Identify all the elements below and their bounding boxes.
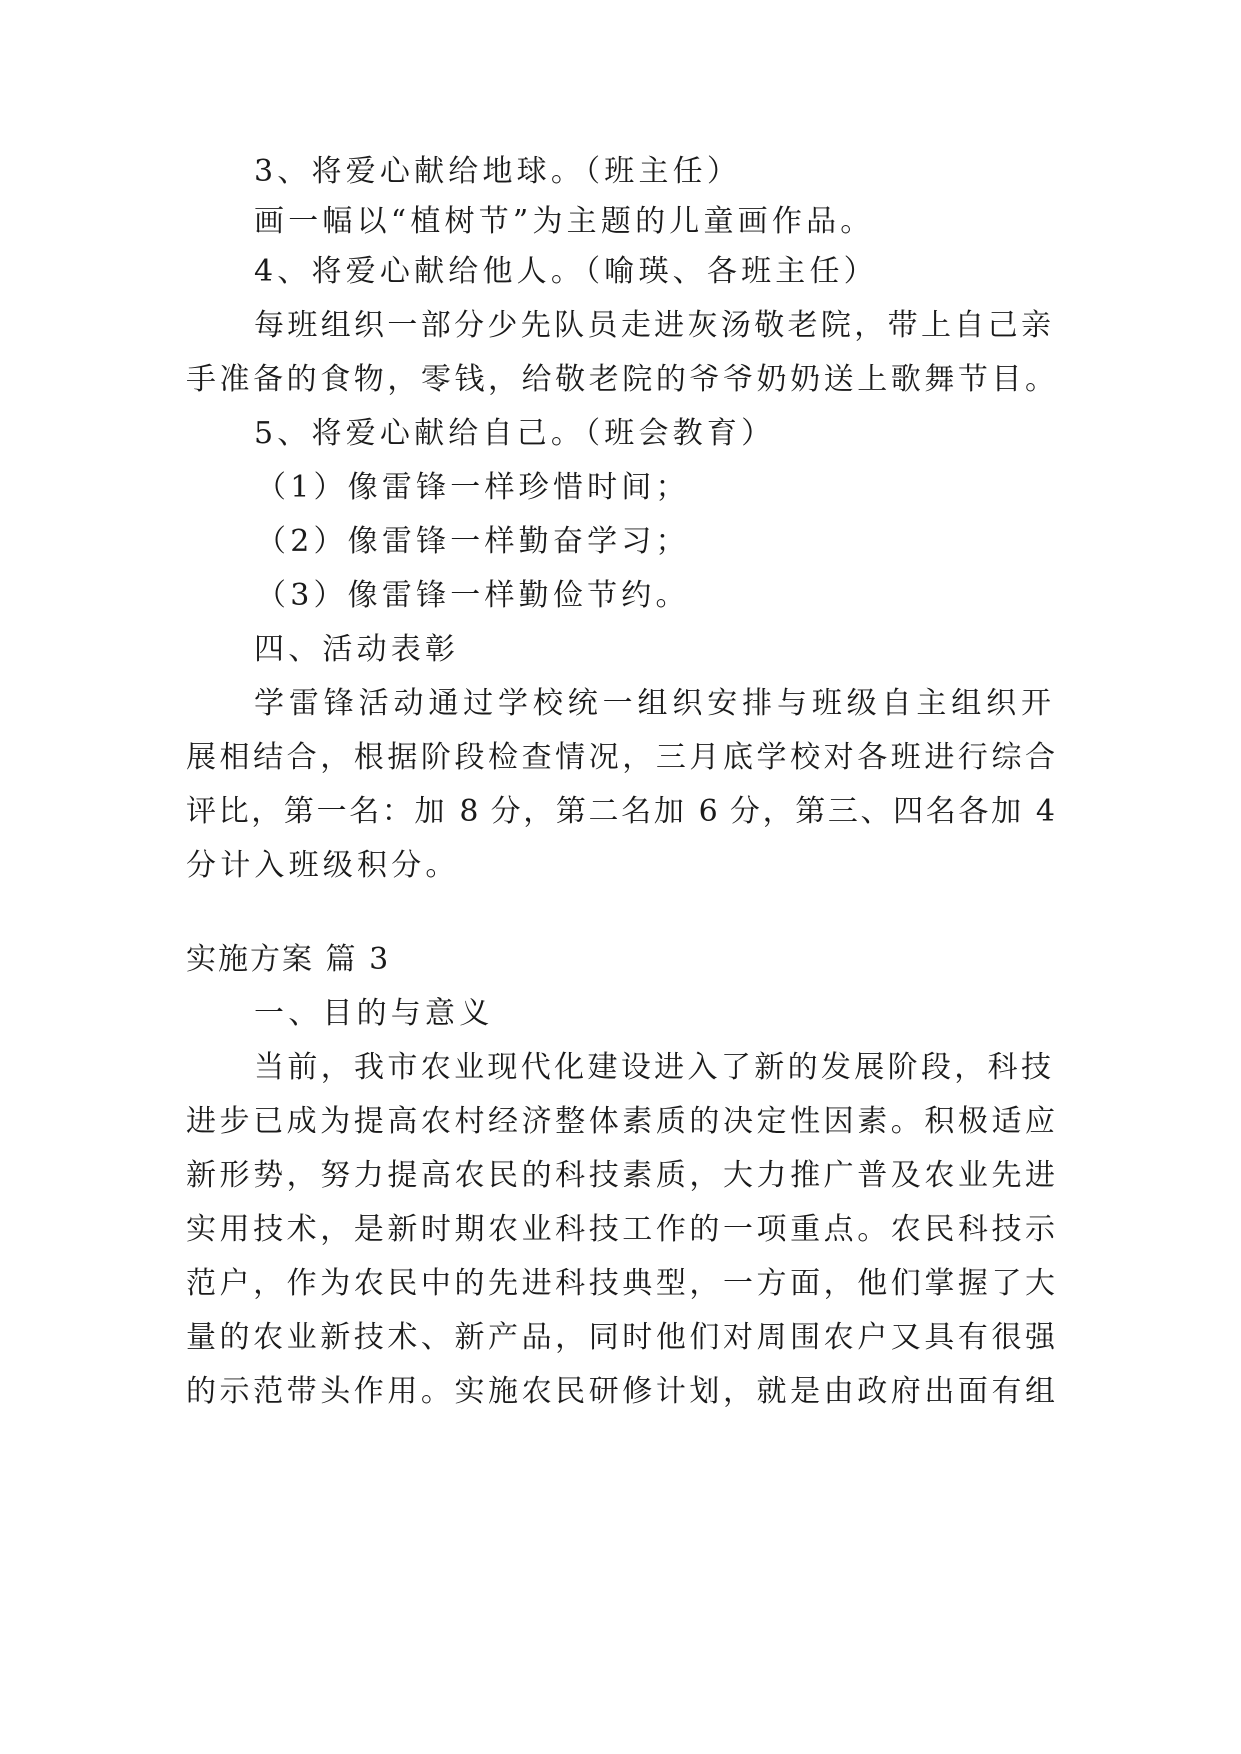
purpose-paragraph-line5: 范户，作为农民中的先进科技典型，一方面，他们掌握了大 <box>186 1266 1055 1301</box>
item4-description-line1: 每班组织一部分少先队员走进灰汤敬老院，带上自己亲 <box>254 308 1051 343</box>
purpose-paragraph-line1: 当前，我市农业现代化建设进入了新的发展阶段，科技 <box>254 1050 1051 1085</box>
purpose-paragraph-line3: 新形势，努力提高农民的科技素质，大力推广普及农业先进 <box>186 1158 1055 1193</box>
purpose-paragraph-line4: 实用技术，是新时期农业科技工作的一项重点。农民科技示 <box>186 1212 1055 1247</box>
purpose-paragraph-line7: 的示范带头作用。实施农民研修计划，就是由政府出面有组 <box>186 1374 1055 1409</box>
item4-title: 4、将爱心献给他人。（喻瑛、各班主任） <box>254 254 878 289</box>
heading-purpose: 一、目的与意义 <box>254 996 494 1031</box>
award-paragraph-line2: 展相结合，根据阶段检查情况，三月底学校对各班进行综合 <box>186 740 1055 775</box>
award-paragraph-line3: 评比，第一名：加 8 分，第二名加 6 分，第三、四名各加 4 <box>186 794 1055 829</box>
award-paragraph-line1: 学雷锋活动通过学校统一组织安排与班级自主组织开 <box>254 686 1051 721</box>
item5-sub3: （3）像雷锋一样勤俭节约。 <box>256 578 690 613</box>
item3-title: 3、将爱心献给地球。（班主任） <box>254 154 742 189</box>
item4-description-line2: 手准备的食物，零钱，给敬老院的爷爷奶奶送上歌舞节目。 <box>186 362 1055 397</box>
purpose-paragraph-line2: 进步已成为提高农村经济整体素质的决定性因素。积极适应 <box>186 1104 1055 1139</box>
item5-sub1: （1）像雷锋一样珍惜时间； <box>256 470 690 505</box>
item3-description: 画一幅以“植树节”为主题的儿童画作品。 <box>254 204 875 239</box>
award-paragraph-line4: 分计入班级积分。 <box>186 848 460 883</box>
item5-sub2: （2）像雷锋一样勤奋学习； <box>256 524 690 559</box>
purpose-paragraph-line6: 量的农业新技术、新产品，同时他们对周围农户又具有很强 <box>186 1320 1055 1355</box>
section-title: 实施方案 篇 3 <box>186 942 391 977</box>
item5-title: 5、将爱心献给自己。（班会教育） <box>254 416 776 451</box>
heading-activity-award: 四、活动表彰 <box>254 632 460 667</box>
